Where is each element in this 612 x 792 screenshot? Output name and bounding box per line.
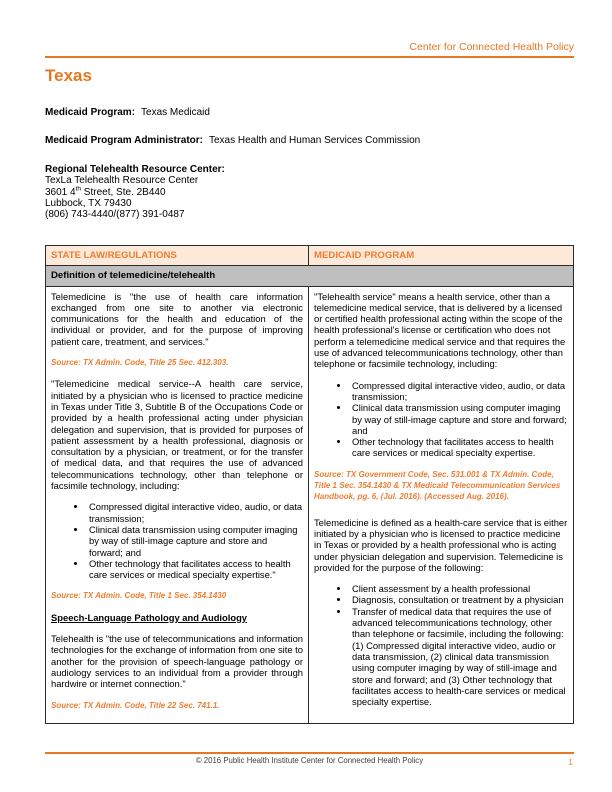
- address-ordinal: th: [75, 185, 82, 193]
- footer-rule: [45, 752, 574, 754]
- source-citation: Source: TX Admin. Code, Title 25 Sec. 412.303.: [51, 358, 229, 368]
- resource-center-city: Lubbock, TX 79430: [45, 198, 132, 210]
- source-citation: Source: TX Government Code, Sec. 531.001 & TX Admin. Code, Title 1 Sec. 354.1430 & TX Medicaid Telecommunication Services Handbook, pg. 6, (Jul. 2016). (Accessed Aug. 2016).: [314, 469, 561, 502]
- state-law-cell: [46, 286, 309, 724]
- resource-center-name: TexLa Telehealth Resource Center: [45, 175, 199, 187]
- paragraph: Telemedicine is "the use of health care information exchanged from one site to another via electronic communications for the health and education of the individual or provider, and for the purpose of improving patient care, treatment, and services.": [51, 290, 303, 347]
- bullet-list: [51, 501, 303, 580]
- administrator-label: Medicaid Program Administrator:: [45, 135, 203, 147]
- resource-center-phone: (806) 743-4440/(877) 391-0487: [45, 209, 185, 221]
- paragraph: Telehealth is "the use of telecommunications and information technologies for the exchange of information from one site to another for the provision of speech-language pathology or audiology services to an individual from a provider through hardwire or internet connection.": [51, 633, 303, 690]
- section-header-row: [46, 266, 574, 286]
- bullet-list: [314, 380, 568, 459]
- medicaid-program-label: Medicaid Program:: [45, 107, 136, 118]
- paragraph: Telemedicine is defined as a health-care service that is either initiated by a physician who is licensed to practice medicine in Texas or provided by a health professional who is acting under physician delegation and supervision. Telemedicine is provided for the purpose of the following:: [314, 516, 568, 573]
- paragraph: "Telehealth service" means a health service, other than a telemedicine medical service, that is delivered by a licensed or certified health professional acting within the scope of the health professional's license or certification who does not perform a telemedicine medical service and that requires the use of advanced telecommunications technology, other than telephone or facsimile technology, including:: [314, 290, 566, 370]
- address-number: 3601 4: [45, 186, 76, 198]
- bullet-item: • Client assessment by a health professional: [350, 583, 568, 594]
- paragraph: "Telemedicine medical service--A health care service, initiated by a physician who is licensed to practice medicine in Texas under Title 3, Subtitle B of the Occupations Code or provided by a health professional acting under physician delegation and supervision, that is provided for purposes of patient assessment by a health professional, diagnosis or consultation by a physician, or treatment, or for the transfer of medical data, and that requires the use of advanced telecommunications technology, other than telephone or facsimile technology, including:: [51, 378, 303, 492]
- medicaid-program-value: Texas Medicaid: [141, 107, 210, 118]
- info-block: [45, 107, 420, 221]
- source-citation: Source: TX Admin. Code, Title 1 Sec. 354.1430: [51, 591, 227, 601]
- header-rule: [45, 56, 574, 58]
- resource-center-street: [45, 187, 420, 198]
- column-header-medicaid-program: MEDICAID PROGRAM: [309, 246, 574, 266]
- column-header-state-law: STATE LAW/REGULATIONS: [46, 246, 309, 266]
- administrator-value: Texas Health and Human Services Commission: [209, 135, 421, 147]
- subsection-heading: Speech-Language Pathology and Audiology: [51, 611, 248, 623]
- bullet-item: • Clinical data transmission using computer imaging by way of still-image capture and store and forward; and: [87, 524, 303, 558]
- source-citation: Source: TX Admin. Code, Title 22 Sec. 741.1.: [51, 700, 220, 710]
- section-header: Definition of telemedicine/telehealth: [46, 266, 574, 286]
- bullet-item: • Other technology that facilitates access to health care services or medical specialty expertise.": [87, 558, 303, 581]
- bullet-item: • Clinical data transmission using computer imaging by way of still-image capture and store and forward; and: [350, 402, 568, 436]
- header-brand: Center for Connected Health Policy: [409, 41, 574, 53]
- table-body-row: [46, 286, 574, 724]
- bullet-item: • Compressed digital interactive video, audio, or data transmission;: [350, 380, 568, 403]
- medicaid-program-line: [45, 107, 420, 118]
- page-number: 1: [568, 757, 573, 767]
- bullet-item: • Diagnosis, consultation or treatment by a physician: [350, 594, 568, 605]
- resource-center-label: Regional Telehealth Resource Center:: [45, 163, 225, 175]
- table-header-row: [46, 246, 574, 266]
- bullet-item: • Transfer of medical data that requires the use of advanced telecommunications technology, other than telephone or facsimile, including the following: (1) Compressed digital interactive video, audio or data transmission, (2) clinical data transmission using computer imaging by way of still-image and store and forward; and (3) Other technology that facilitates access to health-care services or medical specialty expertise.: [350, 606, 568, 708]
- bullet-list: [314, 583, 568, 707]
- medicaid-program-cell: [309, 286, 574, 724]
- administrator-line: [45, 135, 420, 146]
- bullet-item: • Other technology that facilitates access to health care services or medical specialty expertise.: [350, 436, 568, 459]
- policy-table: [45, 245, 574, 724]
- footer-copyright: © 2016 Public Health Institute Center for Connected Health Policy: [195, 756, 424, 765]
- bullet-item: • Compressed digital interactive video, audio, or data transmission;: [87, 501, 303, 524]
- address-rest: Street, Ste. 2B440: [81, 186, 166, 198]
- page-title: Texas: [45, 66, 92, 85]
